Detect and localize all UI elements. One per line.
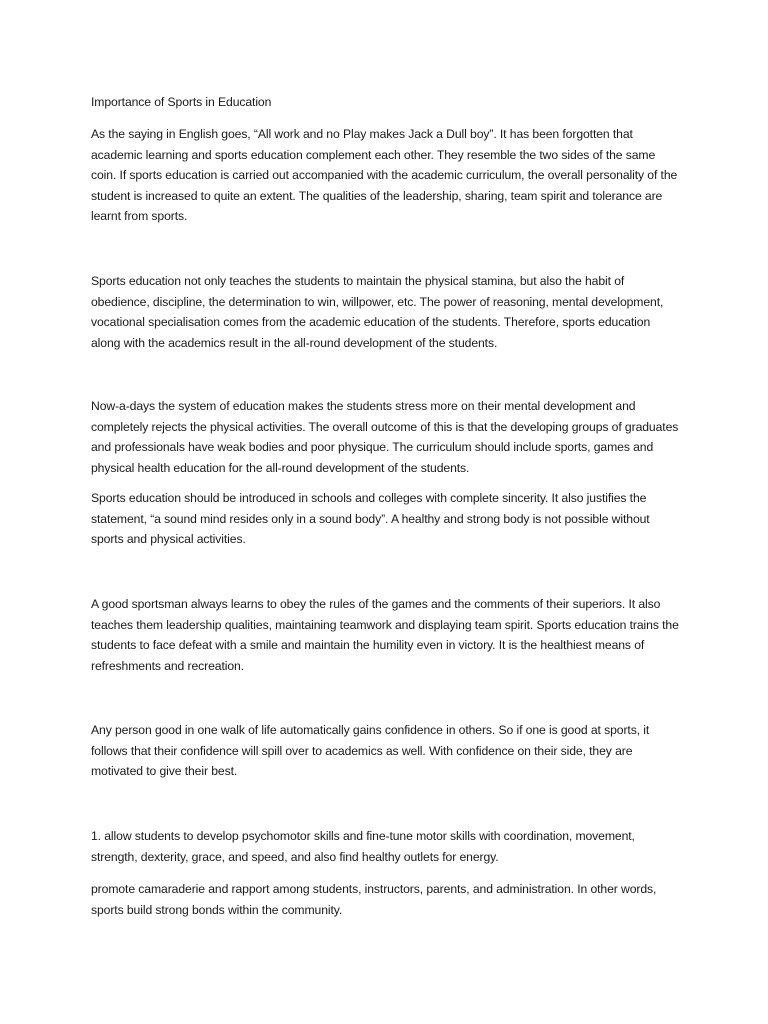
list-item-psychomotor-skills: 1. allow students to develop psychomotor skills and fine-tune motor skills with coordination, movement, strength, dexterity, grace, and speed, and also find healthy outlets for energy. xyxy=(91,829,635,864)
paragraph-confidence: Any person good in one walk of life automatically gains confidence in others. So if one is good at sports, it follows that their confidence will spill over to academics as well. With confidence on their side, they are motivated to give their best. xyxy=(91,723,650,778)
paragraph-system-of-education: Now-a-days the system of education makes the students stress more on their mental development and completely rejects the physical activities. The overall outcome of this is that the developing groups of graduates and professionals have weak bodies and poor physique. The curriculum should include sports, games and physical health education for the all-round development of the students. xyxy=(91,399,679,475)
paragraph-work-and-play: As the saying in English goes, “All work and no Play makes Jack a Dull boy”. It has been forgotten that academic learning and sports education complement each other. They resemble the two sides of the same coin. If sports education is carried out accompanied with the academic curriculum, the overall personality of the student is increased to quite an extent. The qualities of the leadership, sharing, team spirit and tolerance are learnt from sports. xyxy=(91,127,678,223)
paragraph-camaraderie: promote camaraderie and rapport among students, instructors, parents, and administration. In other words, sports build strong bonds within the community. xyxy=(91,882,657,917)
paragraph-good-sportsman: A good sportsman always learns to obey the rules of the games and the comments of their superiors. It also teaches them leadership qualities, maintaining teamwork and displaying team spirit. Sports education trains the students to face defeat with a smile and maintain the humility even in victory. It is the healthiest means of refreshments and recreation. xyxy=(91,597,679,673)
paragraph-sports-education-benefits: Sports education not only teaches the students to maintain the physical stamina, but also the habit of obedience, discipline, the determination to win, willpower, etc. The power of reasoning, mental development, vocational specialisation comes from the academic education of the students. Therefore, sports education along with the academics result in the all-round development of the students. xyxy=(91,274,664,350)
paragraph-introduce-sports-education: Sports education should be introduced in schools and colleges with complete sincerity. It also justifies the statement, “a sound mind resides only in a sound body”. A healthy and strong body is not possible without sports and physical activities. xyxy=(91,491,650,546)
document-title: Importance of Sports in Education xyxy=(91,95,272,109)
